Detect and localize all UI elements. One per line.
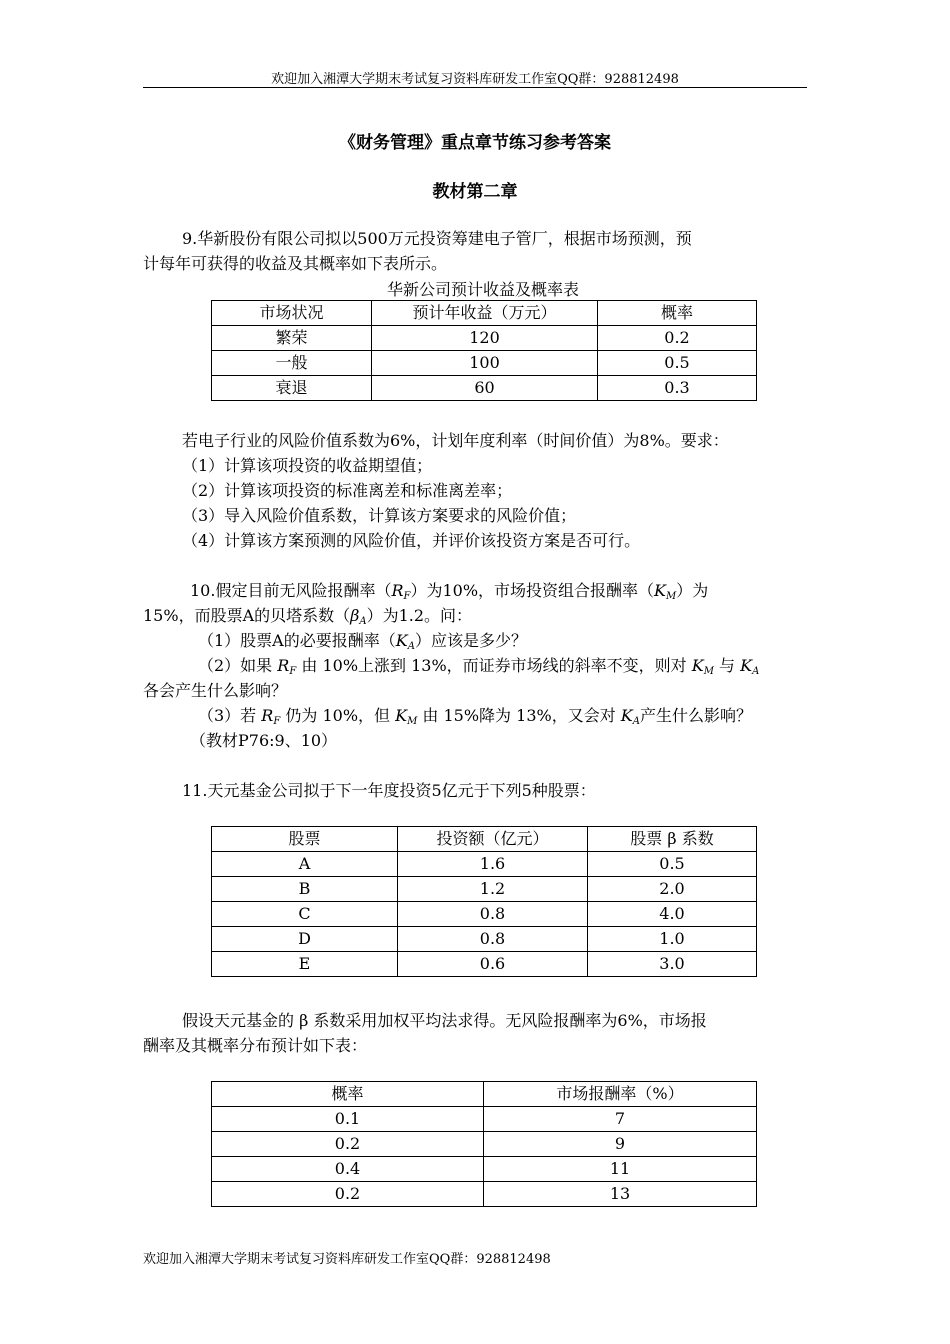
table-header-cell: 概率: [212, 1082, 484, 1107]
table-cell: 0.5: [598, 351, 757, 376]
symbol-subscript: M: [407, 716, 418, 727]
table-cell: 2.0: [588, 877, 757, 902]
q9-item-3: （3）导入风险价值系数，计算该方案要求的风险价值；: [182, 506, 577, 525]
table-cell: B: [212, 877, 398, 902]
table-header-cell: 概率: [598, 301, 757, 326]
table-header-cell: 股票 β 系数: [588, 827, 757, 852]
table-cell: E: [212, 952, 398, 977]
q9-table-caption: 华新公司预计收益及概率表: [386, 280, 579, 299]
table-cell: 3.0: [588, 952, 757, 977]
symbol-rf: R: [261, 706, 274, 725]
q9-item-1: （1）计算该项投资的收益期望值；: [182, 456, 433, 475]
q9-table: [211, 300, 757, 401]
table-cell: A: [212, 852, 398, 877]
text-run: 15%，而股票A的贝塔系数（: [143, 606, 351, 625]
table-header-row: [212, 301, 757, 326]
q11-market-table: [211, 1081, 757, 1207]
table-cell: 0.2: [212, 1182, 484, 1207]
table-cell: 0.8: [398, 902, 588, 927]
text-run: ）为: [676, 581, 709, 600]
symbol-ka: K: [740, 656, 753, 675]
symbol-subscript: F: [289, 666, 297, 677]
symbol-ka: K: [620, 706, 633, 725]
table-cell: 1.0: [588, 927, 757, 952]
text-run: 由 10%上涨到 13%，而证券市场线的斜率不变，则对: [296, 656, 692, 675]
text-run: 由 15%降为 13%，又会对: [417, 706, 621, 725]
table-row: [212, 852, 757, 877]
table-cell: 衰退: [212, 376, 372, 401]
q9-intro: 若电子行业的风险价值系数为6%，计划年度利率（时间价值）为8%。要求：: [182, 431, 729, 450]
q10-reference: （教材P76:9、10）: [190, 731, 338, 750]
table-cell: 1.6: [398, 852, 588, 877]
table-cell: 0.2: [598, 326, 757, 351]
symbol-subscript: A: [632, 716, 640, 727]
symbol-subscript: F: [403, 591, 411, 602]
table-cell: 7: [484, 1107, 757, 1132]
table-cell: 一般: [212, 351, 372, 376]
table-cell: 0.3: [598, 376, 757, 401]
text-run: （1）股票A的必要报酬率（: [198, 631, 396, 650]
table-cell: 4.0: [588, 902, 757, 927]
symbol-subscript: A: [752, 666, 760, 677]
q11-line1: 11.天元基金公司拟于下一年度投资5亿元于下列5种股票：: [182, 781, 596, 800]
table-cell: 11: [484, 1157, 757, 1182]
table-header-cell: 股票: [212, 827, 398, 852]
symbol-subscript: M: [703, 666, 714, 677]
text-run: ）应该是多少？: [414, 631, 527, 650]
table-row: [212, 376, 757, 401]
q9-item-2: （2）计算该项投资的标准离差和标准离差率；: [182, 481, 513, 500]
table-cell: 60: [372, 376, 598, 401]
q9-item-4: （4）计算该方案预测的风险价值，并评价该投资方案是否可行。: [182, 531, 641, 550]
text-run: 与: [713, 656, 741, 675]
symbol-km: K: [654, 581, 666, 600]
table-header-cell: 市场报酬率（%）: [484, 1082, 757, 1107]
table-row: [212, 351, 757, 376]
q11-para-line2: 酬率及其概率分布预计如下表：: [143, 1036, 368, 1055]
table-cell: 0.6: [398, 952, 588, 977]
symbol-km: K: [395, 706, 408, 725]
document-title: 《财务管理》重点章节练习参考答案: [339, 133, 611, 153]
q11-para-line1: 假设天元基金的 β 系数采用加权平均法求得。无风险报酬率为6%，市场报: [182, 1011, 707, 1030]
text-run: （3）若: [198, 706, 262, 725]
table-cell: 9: [484, 1132, 757, 1157]
table-row: [212, 1132, 757, 1157]
text-run: 仍为 10%，但: [280, 706, 396, 725]
table-header-cell: 预计年收益（万元）: [372, 301, 598, 326]
table-cell: 繁荣: [212, 326, 372, 351]
table-cell: 0.8: [398, 927, 588, 952]
symbol-subscript: F: [273, 716, 281, 727]
symbol-km: K: [691, 656, 704, 675]
q9-line1: 9.华新股份有限公司拟以500万元投资筹建电子管厂，根据市场预测，预: [182, 229, 692, 248]
text-run: ）为10%，市场投资组合报酬率（: [410, 581, 655, 600]
table-row: [212, 326, 757, 351]
table-cell: 0.2: [212, 1132, 484, 1157]
page-footer: 欢迎加入湘潭大学期末考试复习资料库研发工作室QQ群：928812498: [143, 1252, 551, 1267]
text-run: ）为1.2。问：: [366, 606, 473, 625]
symbol-rf: R: [391, 581, 404, 600]
header-rule: [143, 87, 807, 88]
table-row: [212, 1182, 757, 1207]
q9-line2: 计每年可获得的收益及其概率如下表所示。: [143, 254, 448, 273]
symbol-subscript: M: [665, 591, 677, 602]
table-header-cell: 市场状况: [212, 301, 372, 326]
symbol-subscript: A: [359, 616, 367, 627]
table-cell: 0.4: [212, 1157, 484, 1182]
table-row: [212, 1157, 757, 1182]
text-run: 10.假定目前无风险报酬率（: [190, 581, 392, 600]
table-cell: 120: [372, 326, 598, 351]
q10-sub2-line2: 各会产生什么影响？: [143, 681, 288, 700]
table-cell: 0.1: [212, 1107, 484, 1132]
table-header-row: [212, 827, 757, 852]
table-row: [212, 927, 757, 952]
symbol-beta: β: [350, 606, 360, 625]
chapter-heading: 教材第二章: [432, 182, 518, 202]
table-cell: 1.2: [398, 877, 588, 902]
symbol-rf: R: [277, 656, 290, 675]
page-header: 欢迎加入湘潭大学期末考试复习资料库研发工作室QQ群：928812498: [271, 72, 679, 87]
table-cell: 100: [372, 351, 598, 376]
table-cell: 13: [484, 1182, 757, 1207]
table-cell: 0.5: [588, 852, 757, 877]
text-run: （2）如果: [198, 656, 278, 675]
table-row: [212, 902, 757, 927]
table-cell: C: [212, 902, 398, 927]
table-header-cell: 投资额（亿元）: [398, 827, 588, 852]
table-row: [212, 877, 757, 902]
table-cell: D: [212, 927, 398, 952]
text-run: 产生什么影响？: [639, 706, 752, 725]
table-header-row: [212, 1082, 757, 1107]
symbol-ka: K: [395, 631, 408, 650]
symbol-subscript: A: [407, 641, 415, 652]
table-row: [212, 952, 757, 977]
q11-stock-table: [211, 826, 757, 977]
table-row: [212, 1107, 757, 1132]
